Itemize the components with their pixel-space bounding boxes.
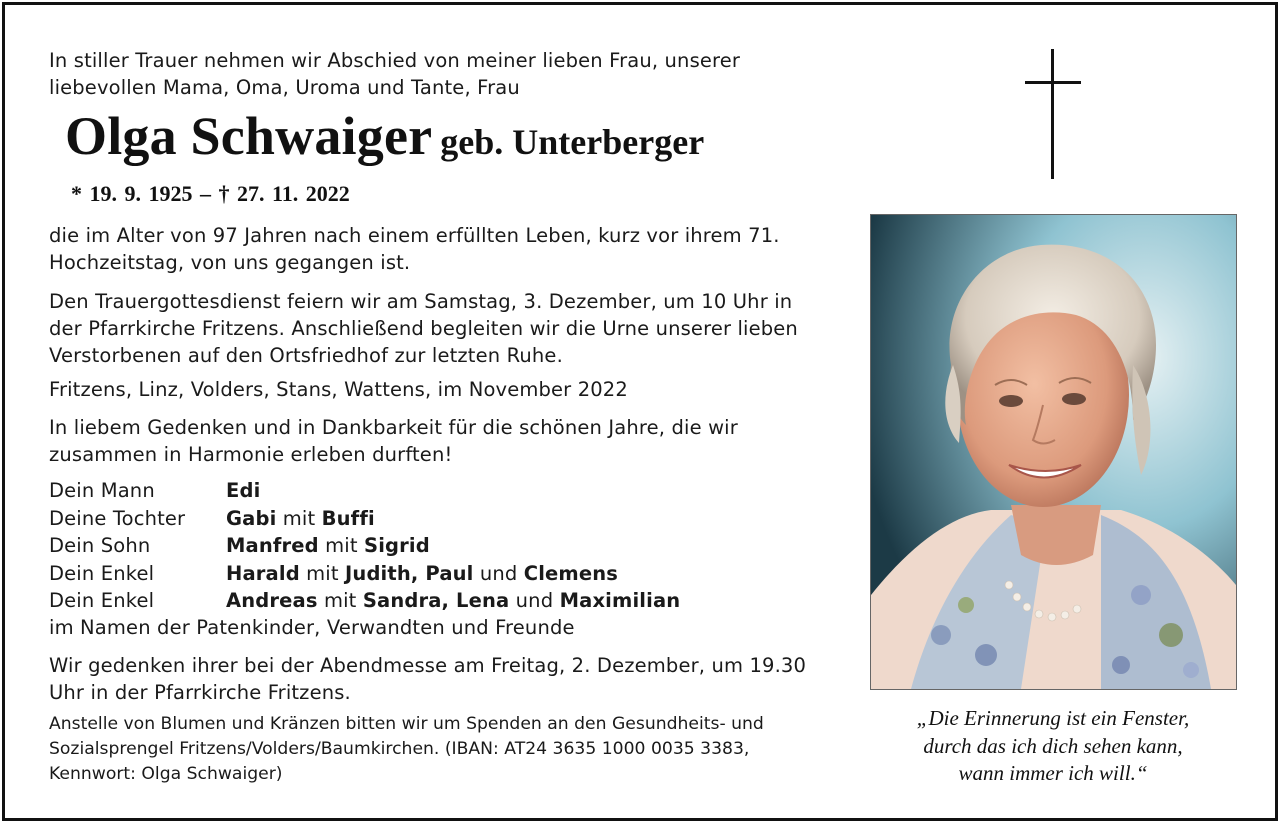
family-relation: Dein Mann bbox=[49, 479, 155, 502]
family-member-name: Judith, Paul bbox=[345, 561, 474, 585]
family-member-name: Sandra, Lena bbox=[362, 589, 510, 612]
life-dates: * 19. 9. 1925 – † 27. 11. 2022 bbox=[71, 181, 350, 206]
deceased-name bbox=[65, 105, 704, 167]
family-row bbox=[49, 587, 680, 615]
family-member-name: Harald bbox=[226, 561, 300, 585]
evening-mass-text: Wir gedenken ihrer bei der Abendmesse am Freitag, 2. Dezember, um 19.30 Uhr in der Pfarrkirche Fritzens. bbox=[49, 654, 807, 704]
family-connector: und bbox=[509, 589, 560, 612]
family-member-name: Sigrid bbox=[364, 534, 430, 557]
family-names bbox=[226, 477, 260, 505]
family-member-name: Buffi bbox=[321, 506, 375, 530]
family-connector: mit bbox=[318, 534, 364, 557]
family-connector: mit bbox=[276, 506, 322, 530]
family-connector: mit bbox=[299, 561, 346, 585]
patenkinder-text: im Namen der Patenkinder, Verwandten und Freunde bbox=[49, 616, 575, 639]
family-relation: Deine Tochter bbox=[49, 506, 186, 530]
family-row bbox=[49, 532, 680, 560]
intro-text: In stiller Trauer nehmen wir Abschied von meiner lieben Frau, unserer liebevollen Mama, Oma, Uroma und Tante, Frau bbox=[49, 49, 741, 99]
quote-line: durch das ich dich sehen kann, bbox=[923, 733, 1183, 758]
donation-text: Anstelle von Blumen und Kränzen bitten wir um Spenden an den Gesundheits- und Sozialsprengel Fritzens/Volders/Baumkirchen. (IBAN: AT24 3635 1000 0035 3383, Kennwort: Olga Schwaiger) bbox=[49, 714, 764, 784]
thanks-text: In liebem Gedenken und in Dankbarkeit für die schönen Jahre, die wir zusammen in Harmonie erleben durften! bbox=[49, 416, 738, 466]
age-text: die im Alter von 97 Jahren nach einem erfüllten Leben, kurz vor ihrem 71. Hochzeitstag, von uns gegangen ist. bbox=[49, 224, 780, 274]
family-list bbox=[49, 477, 680, 615]
family-member-name: Manfred bbox=[226, 534, 319, 557]
family-connector: und bbox=[473, 561, 524, 585]
family-row bbox=[49, 477, 680, 505]
quote-line: wann immer ich will.“ bbox=[958, 761, 1148, 785]
family-member-name: Andreas bbox=[226, 589, 318, 612]
memorial-quote bbox=[867, 705, 1239, 788]
places-date-text: Fritzens, Linz, Volders, Stans, Wattens, im November 2022 bbox=[49, 378, 628, 401]
family-row bbox=[49, 560, 680, 588]
quote-line: „Die Erinnerung ist ein Fenster, bbox=[916, 706, 1190, 730]
family-relation: Dein Sohn bbox=[49, 534, 151, 557]
portrait-photo bbox=[870, 214, 1237, 690]
funeral-service-text: Den Trauergottesdienst feiern wir am Samstag, 3. Dezember, um 10 Uhr in der Pfarrkirche Fritzens. Anschließend begleiten wir die Urne unserer lieben Verstorbenen auf den Ortsfriedhof zur letzten Ruhe. bbox=[49, 290, 798, 367]
family-member-name: Clemens bbox=[523, 561, 619, 585]
family-relation: Dein Enkel bbox=[49, 589, 155, 612]
family-names bbox=[226, 587, 680, 615]
family-connector: mit bbox=[317, 589, 363, 612]
family-member-name: Maximilian bbox=[559, 589, 681, 612]
obituary-notice bbox=[2, 2, 1278, 821]
family-member-name: Gabi bbox=[226, 506, 277, 530]
family-row bbox=[49, 505, 680, 533]
family-names bbox=[226, 532, 430, 560]
cross-icon bbox=[1025, 49, 1081, 179]
deceased-birth-name: geb. Unterberger bbox=[440, 122, 705, 162]
deceased-name-main: Olga Schwaiger bbox=[65, 106, 433, 166]
family-names bbox=[226, 505, 375, 533]
family-relation: Dein Enkel bbox=[49, 561, 155, 585]
family-member-name: Edi bbox=[226, 479, 261, 502]
family-names bbox=[226, 560, 618, 588]
